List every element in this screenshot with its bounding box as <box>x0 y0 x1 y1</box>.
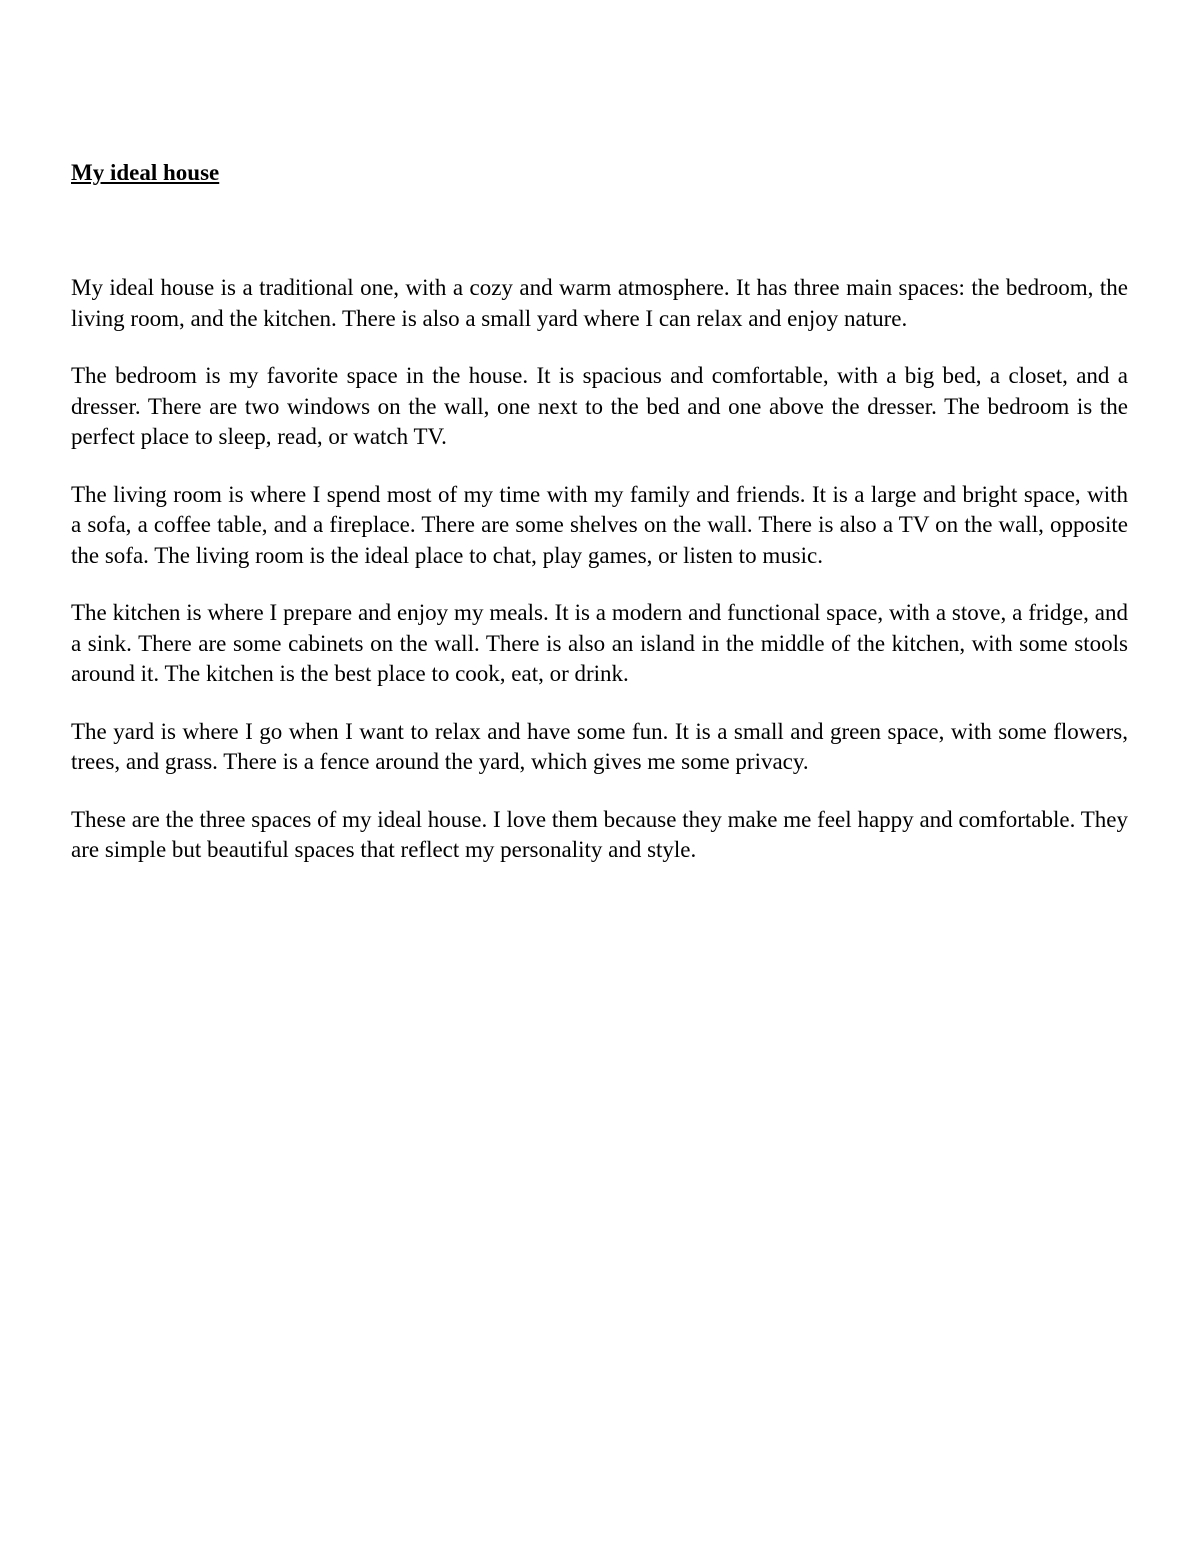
paragraph-bedroom: The bedroom is my favorite space in the house. It is spacious and comfortable, with a big bed, a closet, and a dresser. There are two windows on the wall, one next to the bed and one above the dresser. The bedroom is the perfect place to sleep, read, or watch TV. <box>71 363 1128 449</box>
paragraph-kitchen: The kitchen is where I prepare and enjoy my meals. It is a modern and functional space, with a stove, a fridge, and a sink. There are some cabinets on the wall. There is also an island in the middle of the kitchen, with some stools around it. The kitchen is the best place to cook, eat, or drink. <box>71 600 1128 686</box>
document-title: My ideal house <box>71 160 220 185</box>
paragraph-intro: My ideal house is a traditional one, with a cozy and warm atmosphere. It has three main spaces: the bedroom, the living room, and the kitchen. There is also a small yard where I can relax and enjoy nature. <box>71 275 1128 331</box>
document-body <box>71 157 1128 893</box>
paragraph-conclusion: These are the three spaces of my ideal house. I love them because they make me feel happy and comfortable. They are simple but beautiful spaces that reflect my personality and style. <box>71 806 1128 862</box>
paragraph-living-room: The living room is where I spend most of my time with my family and friends. It is a large and bright space, with a sofa, a coffee table, and a fireplace. There are some shelves on the wall. There is also a TV on the wall, opposite the sofa. The living room is the ideal place to chat, play games, or listen to music. <box>71 481 1128 568</box>
paragraph-yard: The yard is where I go when I want to relax and have some fun. It is a small and green space, with some flowers, trees, and grass. There is a fence around the yard, which gives me some privacy. <box>71 718 1128 774</box>
